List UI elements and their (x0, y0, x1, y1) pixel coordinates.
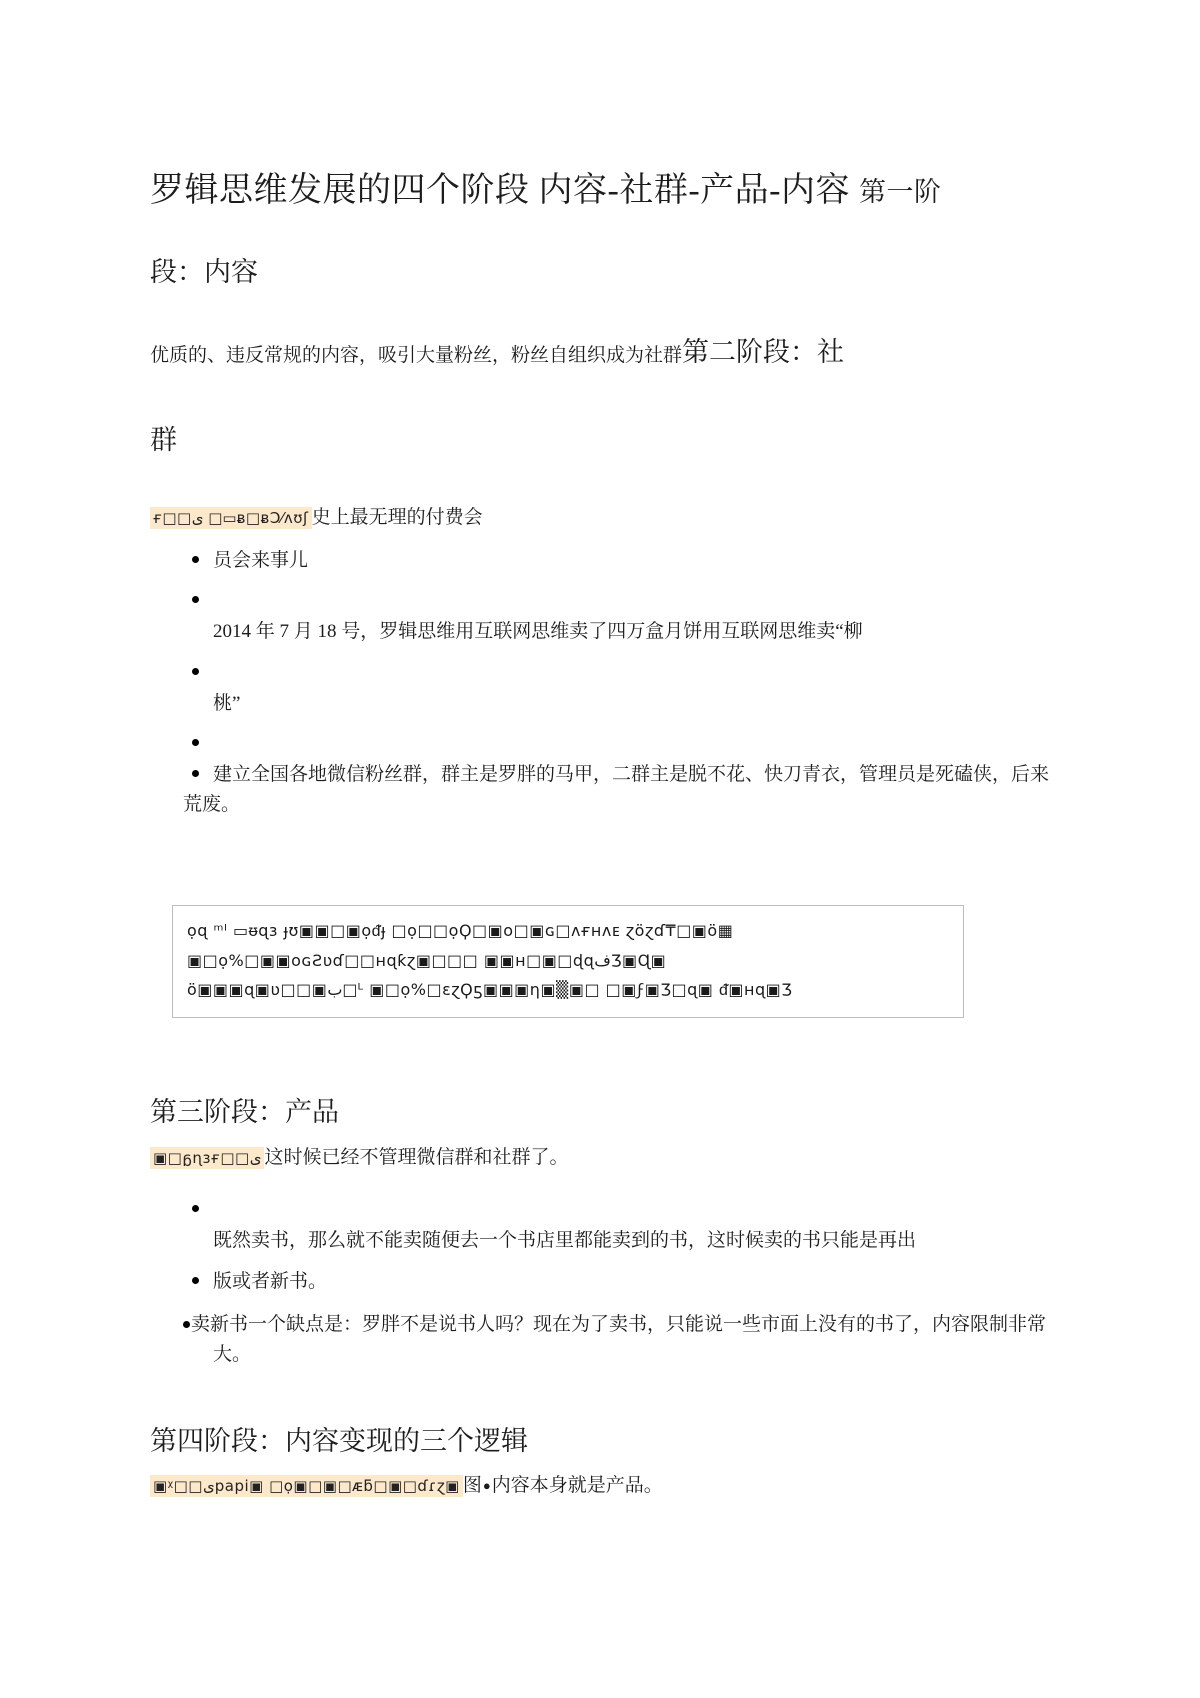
list-item (150, 1267, 1060, 1296)
list-item (150, 729, 1060, 749)
stage2-bullet-list (150, 546, 1060, 819)
stage3-intro-text: 这时候已经不管理微信群和社群了。 (264, 1146, 569, 1168)
list-item-text: 既然卖书，那么就不能卖随便去一个书店里都能卖到的书，这时候卖的书只能是再出 (213, 1230, 917, 1252)
title-main: 罗辑思维发展的四个阶段 内容-社群-产品-内容 (150, 172, 850, 209)
list-item (150, 658, 1060, 678)
stage1-paragraph (150, 331, 1060, 374)
list-item (150, 760, 1060, 819)
stage4-intro-text-2: 内容本身就是产品。 (491, 1475, 663, 1497)
list-item-text: 卖新书一个缺点是：罗胖不是说书人吗？现在为了卖书，只能说一些市面上没有的书了，内容限制非常大。 (191, 1314, 1047, 1365)
list-item-text: 建立全国各地微信粉丝群，群主是罗胖的马甲，二群主是脱不花、快刀青衣，管理员是死磕侠，后来荒废。 (183, 764, 1050, 815)
title-suffix-small: 第一阶 (858, 177, 942, 207)
stage4-intro-text-1: 图 (462, 1475, 482, 1497)
list-item (150, 1310, 1060, 1369)
list-item (150, 546, 1060, 575)
garbled-text-box (172, 905, 964, 1018)
document-title (150, 165, 1060, 216)
bullet-icon (192, 739, 199, 746)
list-item (150, 586, 1060, 606)
stage3-heading: 第三阶段：产品 (150, 1096, 339, 1127)
garbled-text-highlight: ғ□□ى □▭ᴃ□ᴃϽ⁄ᴧʊʃ (150, 507, 312, 529)
bullet-icon (192, 668, 199, 675)
list-item-text: 桃” (213, 692, 241, 714)
bullet-icon (192, 1205, 199, 1212)
list-item-text: 2014 年 7 月 18 号，罗辑思维用互联网思维卖了四万盒月饼用互联网思维卖“柳 (213, 621, 863, 643)
bullet-icon (192, 556, 199, 563)
stage1-body: 优质的、违反常规的内容，吸引大量粉丝，粉丝自组织成为社群 (150, 345, 683, 366)
garbled-text-highlight: ▣ᵡ□□ىpapi▣ □ọ▣□▣□ᴁƃ□▣□ɗɾɀ▣ (150, 1475, 463, 1497)
title-continuation: 段：内容 (150, 257, 258, 287)
bullet-icon (192, 1277, 199, 1284)
garbled-line: ọɋ ᵐᴵ ▭ᵿɋɜ ɟʊ▣▣□▣ọᵭɟ □ọ□□ọϘ□▣ᴏ□▣ɢ□ᴧғʜᴧᴇ ɀöɀɗ₸□▣ö▦ (187, 920, 734, 940)
garbled-line: ö▣▣▣ɋ▣ʋ□□▣ب□ᴸ ▣□ọ%□ɛɀϘƽ▣▣▣ƞ▣▒▣□ □▣ϝ▣Ʒ□ɋ▣ ᵭ▣ʜɋ▣Ʒ (187, 980, 793, 1000)
garbled-text-highlight: ▣□ᵷɳɜғ□□ى (150, 1147, 264, 1169)
list-item-text: 员会来事儿 (213, 549, 309, 571)
stage2-heading-wrap: 群 (150, 425, 177, 456)
bullet-icon (183, 1321, 190, 1328)
garbled-line: ▣□ọ%□▣▣ᴏɢƧʋɗ□□ʜɋƙɀ▣□□□ ▣▣ʜ□▣□ɖɋفƷ▣Ɋ▣ (187, 950, 667, 970)
stage3-intro (150, 1145, 1060, 1172)
bullet-dot: ● (482, 1478, 491, 1494)
stage4-heading: 第四阶段：内容变现的三个逻辑 (150, 1426, 528, 1457)
stage2-intro (150, 505, 1060, 532)
list-item-text: 版或者新书。 (213, 1270, 328, 1292)
list-item (150, 689, 1060, 718)
stage3-bullet-list (150, 1195, 1060, 1369)
bullet-icon (192, 770, 199, 777)
stage2-heading-inline: 第二阶段：社 (682, 337, 845, 367)
list-item (150, 1226, 1060, 1255)
bullet-icon (192, 596, 199, 603)
list-item (150, 1195, 1060, 1215)
stage4-intro (150, 1472, 1060, 1501)
list-item (150, 617, 1060, 646)
stage2-intro-text: 史上最无理的付费会 (311, 507, 483, 529)
